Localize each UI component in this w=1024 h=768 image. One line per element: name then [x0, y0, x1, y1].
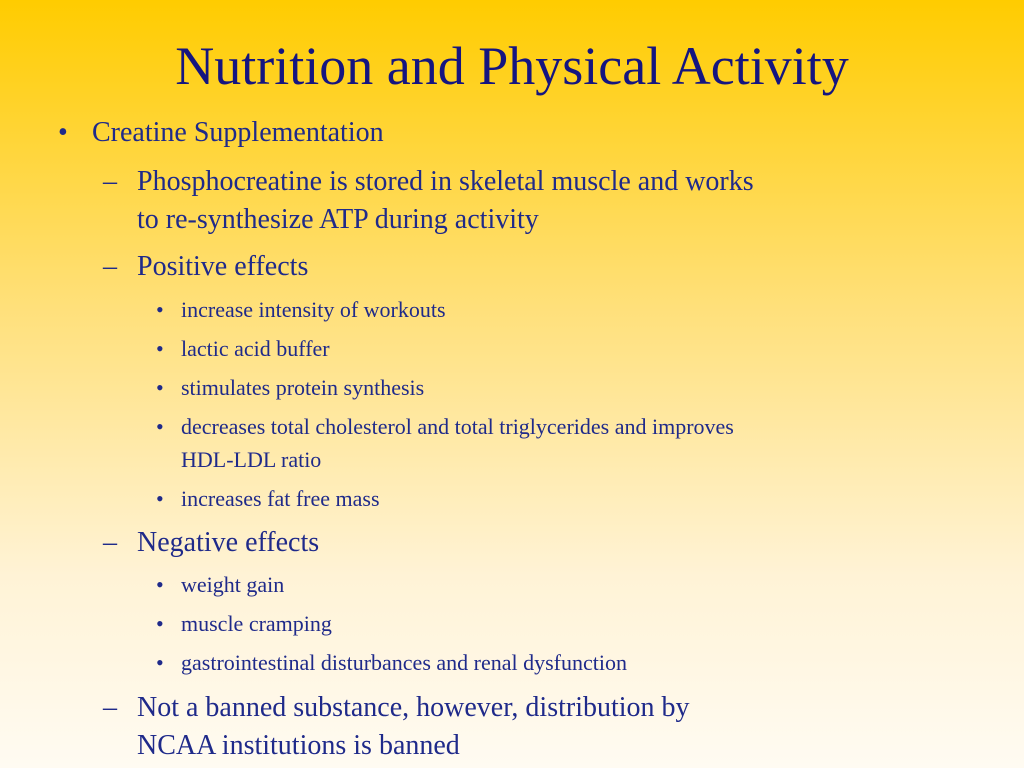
list-item-text: weight gain [181, 572, 285, 597]
subbullet-text-line2: NCAA institutions is banned [137, 730, 460, 761]
dash-marker: – [103, 166, 117, 197]
subbullet-text: Positive effects [137, 251, 309, 282]
subbullet-text-line1: Phosphocreatine is stored in skeletal muscle and works [137, 166, 754, 197]
list-item-text: increases fat free mass [181, 486, 380, 511]
bullet-marker: • [156, 375, 164, 400]
list-item-text: increase intensity of workouts [181, 297, 446, 322]
bullet-marker: • [156, 486, 164, 511]
subbullet-text: Negative effects [137, 527, 320, 558]
bullet-marker: • [58, 117, 68, 148]
bullet-marker: • [156, 572, 164, 597]
list-item-text: gastrointestinal disturbances and renal dysfunction [181, 650, 627, 675]
dash-marker: – [103, 692, 117, 723]
bullet-marker: • [156, 414, 164, 439]
list-item-text: HDL-LDL ratio [181, 447, 322, 472]
list-item-text: decreases total cholesterol and total triglycerides and improves [181, 414, 734, 439]
bullet-marker: • [156, 336, 164, 361]
dash-marker: – [103, 251, 117, 282]
bullet-marker: • [156, 611, 164, 636]
subbullet-text-line1: Not a banned substance, however, distribution by [137, 692, 690, 723]
slide-title: Nutrition and Physical Activity [175, 36, 849, 96]
subbullet-text-line2: to re-synthesize ATP during activity [137, 204, 539, 235]
bullet-marker: • [156, 297, 164, 322]
bullet-text: Creatine Supplementation [92, 117, 384, 148]
list-item-text: lactic acid buffer [181, 336, 330, 361]
list-item-text: muscle cramping [181, 611, 332, 636]
list-item-text: stimulates protein synthesis [181, 375, 425, 400]
bullet-marker: • [156, 650, 164, 675]
dash-marker: – [103, 527, 117, 558]
